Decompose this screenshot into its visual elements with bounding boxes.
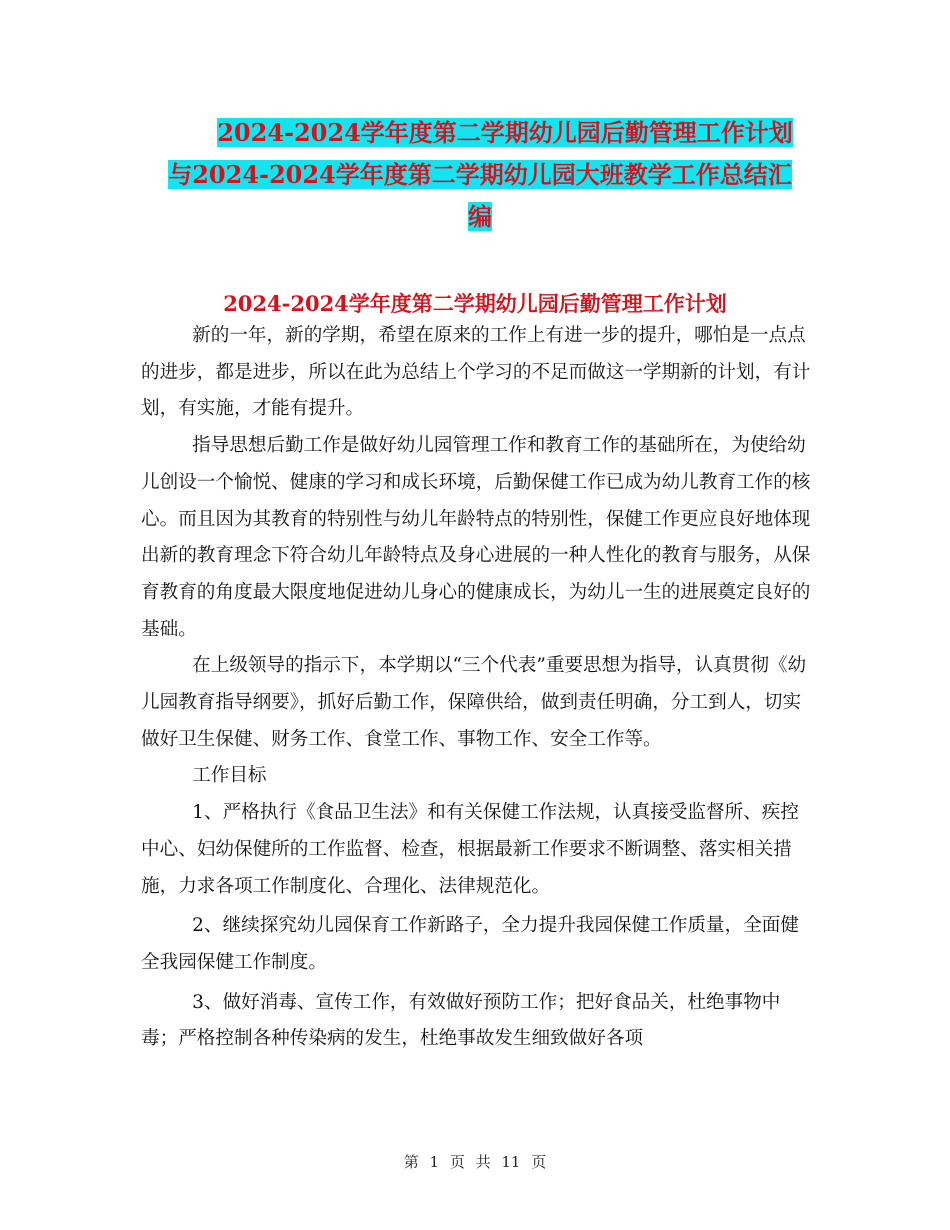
document-body [141, 318, 813, 1058]
paragraph-intro: 新的一年，新的学期，希望在原来的工作上有进一步的提升，哪怕是一点点的进步，都是进步，所以在此为总结上个学习的不足而做这一学期新的计划，有计划，有实施，才能有提升。 [141, 325, 811, 420]
title-line-3: 编 [468, 202, 492, 231]
title-line-1: 2024-2024学年度第二学期幼儿园后勤管理工作计划 [217, 118, 793, 147]
paragraph-goal-1: 1、严格执行《食品卫生法》和有关保健工作法规，认真接受监督所、疾控中心、妇幼保健所的工作监督、检查，根据最新工作要求不断调整、落实相关措施，力求各项工作制度化、合理化、法律规范化。 [141, 802, 799, 897]
title-line-2: 与2024-2024学年度第二学期幼儿园大班教学工作总结汇 [168, 160, 792, 189]
paragraph-work-goals-heading: 工作目标 [192, 765, 267, 787]
paragraph-goal-3: 3、做好消毒、宣传工作，有效做好预防工作；把好食品关，杜绝事物中毒；严格控制各种传染病的发生，杜绝事故发生细致做好各项 [141, 991, 781, 1050]
document-title [130, 112, 830, 238]
paragraph-guiding-ideology: 指导思想后勤工作是做好幼儿园管理工作和教育工作的基础所在，为使给幼儿创设一个愉悦、健康的学习和成长环境，后勤保健工作已成为幼儿教育工作的核心。而且因为其教育的特别性与幼儿年龄特点的特别性，保健工作更应良好地体现出新的教育理念下符合幼儿年龄特点及身心进展的一种人性化的教育与服务，从保育教育的角度最大限度地促进幼儿身心的健康成长，为幼儿一生的进展奠定良好的基础。 [141, 435, 811, 640]
paragraph-goal-2: 2、继续探究幼儿园保育工作新路子，全力提升我园保健工作质量，全面健全我园保健工作制度。 [141, 915, 799, 973]
section-title: 2024-2024学年度第二学期幼儿园后勤管理工作计划 [223, 291, 727, 316]
page-number-footer: 第 1 页 共 11 页 [403, 1153, 547, 1171]
paragraph-instructions: 在上级领导的指示下，本学期以“三个代表”重要思想为指导，认真贯彻《幼儿园教育指导纲要》，抓好后勤工作，保障供给，做到责任明确，分工到人，切实做好卫生保健、财务工作、食堂工作、事物工作、安全工作等。 [141, 655, 807, 750]
